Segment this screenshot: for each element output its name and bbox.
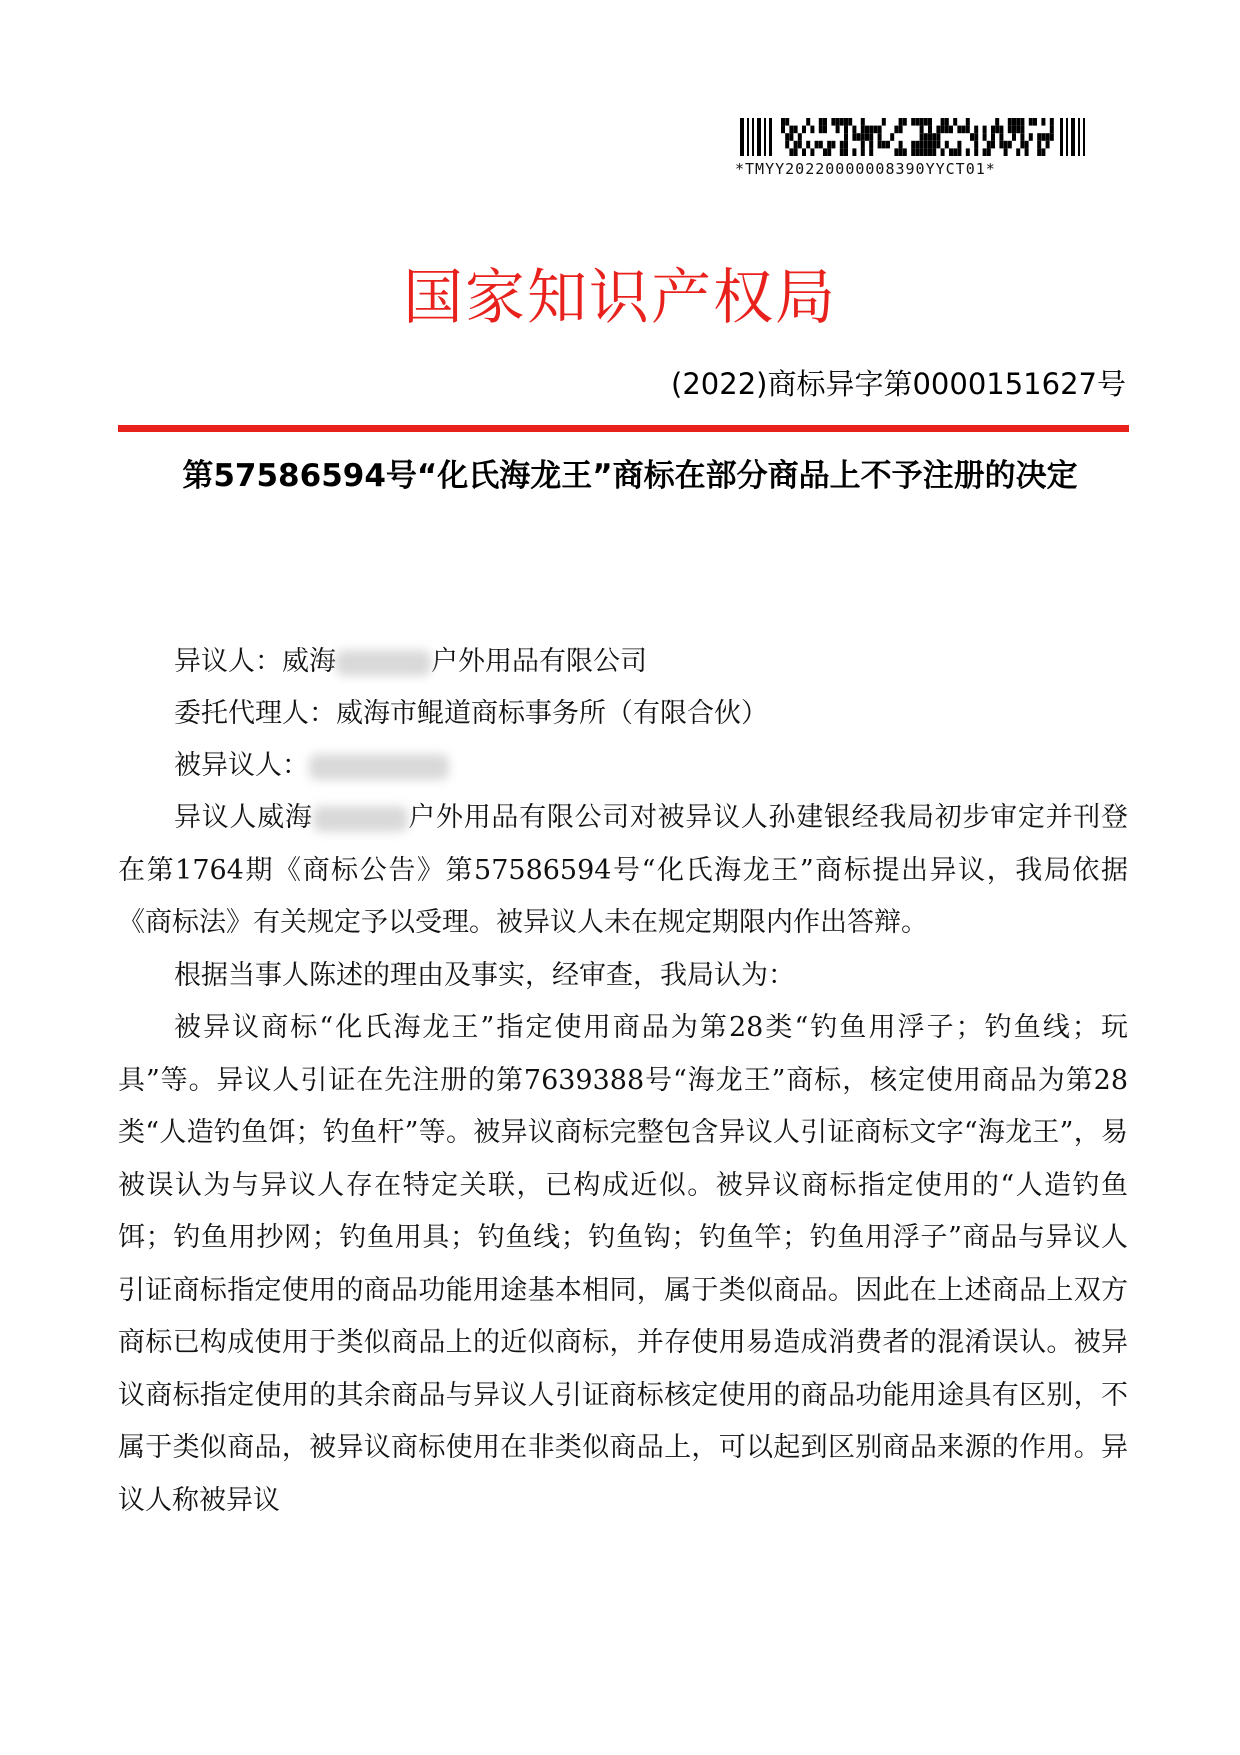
redacted-text [309,754,449,780]
barcode-image [740,118,1090,156]
redacted-text [336,650,431,676]
agency-name: 国家知识产权局 [403,263,837,333]
para1-suffix: 户外用品有限公司对被异议人孙建银经我局初步审定并刊登在第1764期《商标公告》第57586594号“化氏海龙王”商标提出异议，我局依据《商标法》有关规定予以受理。被异议人未在规定期限内作出答辩。 [118,802,1129,938]
paragraph-opposition [118,792,1128,950]
respondent-label: 被异议人： [174,750,309,781]
para1-prefix: 异议人威海 [174,802,313,833]
opponent-line [118,636,1128,689]
red-divider [118,425,1129,432]
opponent-prefix: 异议人：威海 [174,646,336,677]
paragraph-reasoning: 被异议商标“化氏海龙王”指定使用商品为第28类“钓鱼用浮子；钓鱼线；玩具”等。异议人引证在先注册的第7639388号“海龙王”商标，核定使用商品为第28类“人造钓鱼饵；钓鱼杆”等。被异议商标完整包含异议人引证商标文字“海龙王”，易被误认为与异议人存在特定关联，已构成近似。被异议商标指定使用的“人造钓鱼饵；钓鱼用抄网；钓鱼用具；钓鱼线；钓鱼钩；钓鱼竿；钓鱼用浮子”商品与异议人引证商标指定使用的商品功能用途基本相同，属于类似商品。因此在上述商品上双方商标已构成使用于类似商品上的近似商标，并存使用易造成消费者的混淆误认。被异议商标指定使用的其余商品与异议人引证商标核定使用的商品功能用途具有区别，不属于类似商品，被异议商标使用在非类似商品上，可以起到区别商品来源的作用。异议人称被异议 [118,1012,1128,1516]
decision-title: 第57586594号“化氏海龙王”商标在部分商品上不予注册的决定 [182,458,1078,494]
barcode-number: *TMYY20220000008390YYCT01* [735,160,996,178]
redacted-text [313,806,408,832]
document-number: (2022)商标异字第0000151627号 [671,367,1126,401]
agent-line: 委托代理人：威海市鲲道商标事务所（有限合伙） [174,698,768,729]
respondent-line [118,740,1128,793]
paragraph-finding-intro: 根据当事人陈述的理由及事实，经审查，我局认为： [174,960,795,991]
opponent-suffix: 户外用品有限公司 [431,646,647,677]
